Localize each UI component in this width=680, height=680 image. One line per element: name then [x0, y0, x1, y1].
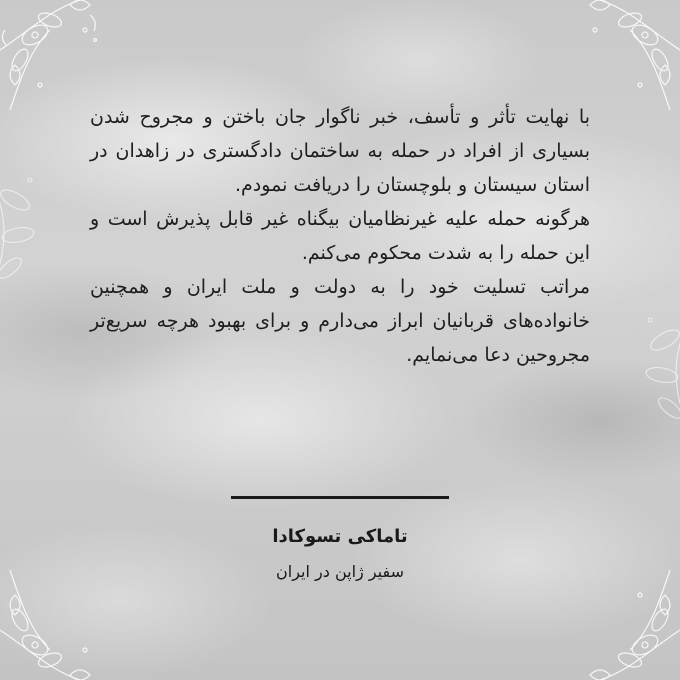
signature-title: سفیر ژاپن در ایران [276, 562, 404, 581]
message-paragraph-2: هرگونه حمله علیه غیرنظامیان بیگناه غیر قابل پذیرش است و این حمله را به شدت محکوم می‌کنم. [90, 208, 590, 264]
floral-side-icon [590, 300, 680, 440]
signature-name: تاماکی تسوکادا [272, 526, 408, 547]
message-paragraph-3: مراتب تسلیت خود را به دولت و ملت ایران و همچنین خانواده‌های قربانیان ابراز می‌دارم و برای بهبود هرچه سریع‌تر مجروحین دعا می‌نمایم. [90, 276, 590, 366]
message-paragraph-1: با نهایت تأثر و تأسف، خبر ناگوار جان باختن و مجروح شدن بسیاری از افراد در حمله به ساختمان دادگستری در زاهدان در استان سیستان و بلوچستان را دریافت نمودم. [90, 106, 590, 196]
floral-corner-icon [540, 540, 680, 680]
condolence-message [90, 100, 590, 372]
floral-corner-icon [0, 540, 140, 680]
floral-side-icon [0, 160, 90, 300]
signature-divider [231, 496, 449, 499]
